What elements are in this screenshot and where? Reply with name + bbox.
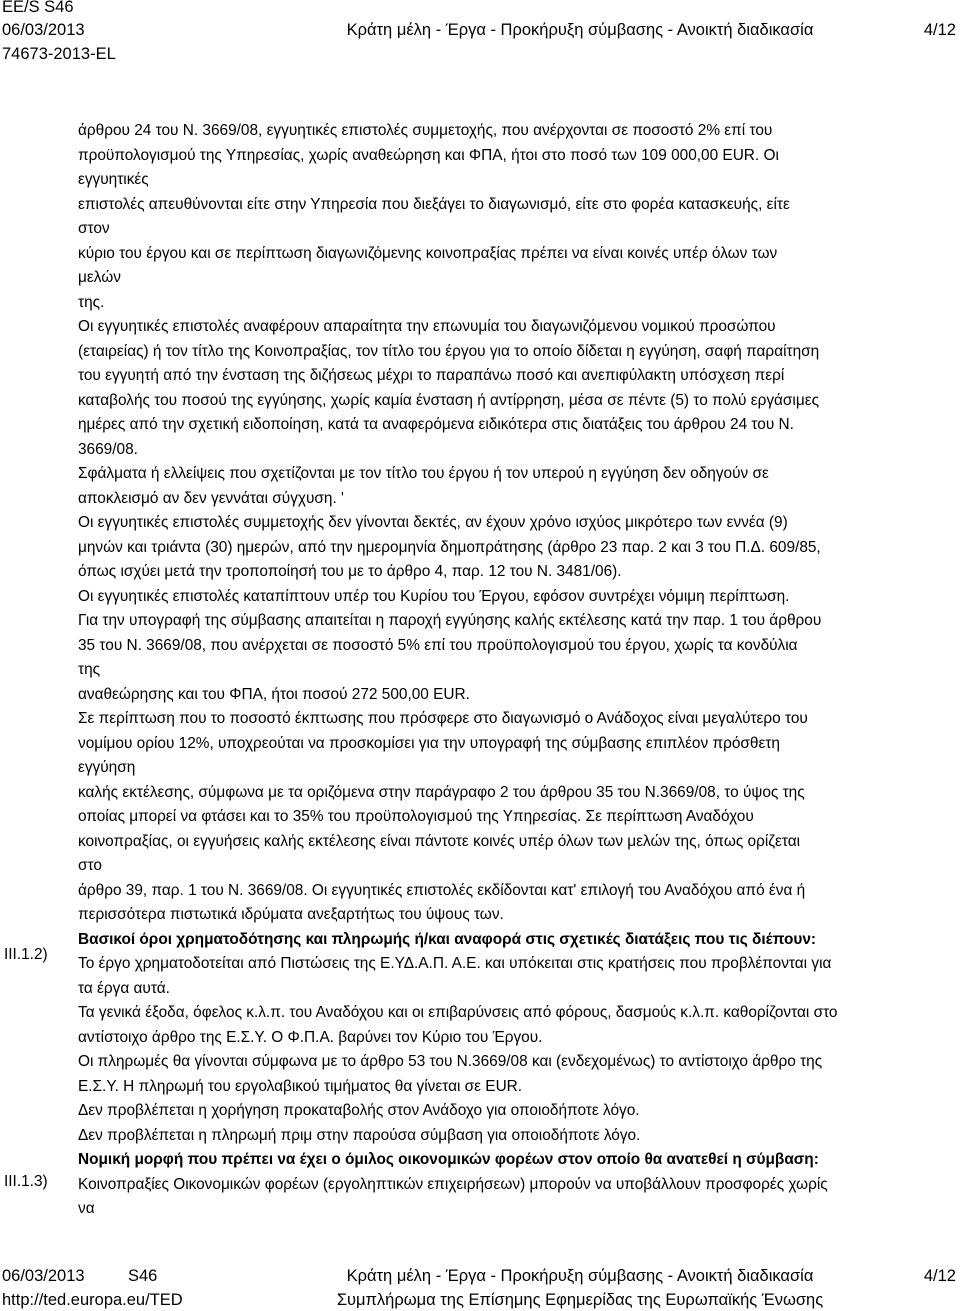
section-heading-financing: Βασικοί όροι χρηματοδότησης και πληρωμής ή/και αναφορά στις σχετικές διατάξεις που τις διέπουν:: [78, 930, 817, 948]
section-paragraph: Δεν προβλέπεται η πληρωμή πριμ στην παρούσα σύμβαση για οποιοδήποτε λόγο.: [78, 1126, 641, 1144]
footer-title: Κράτη μέλη - Έργα - Προκήρυξη σύμβασης - Ανοικτή διαδικασία: [346, 1267, 814, 1285]
document-body: [78, 119, 960, 1222]
section-paragraph: Οι πληρωμές θα γίνονται σύμφωνα με το άρθρο 53 του Ν.3669/08 και (ενδεχομένως) το αντίστοιχο άρθρο της Ε.Σ.Υ. Η πληρωμή του εργολαβικού τιμήματος θα γίνεται σε EUR.: [78, 1053, 823, 1095]
section-number-iii-1-2: III.1.2): [4, 946, 48, 963]
body-paragraph: Οι εγγυητικές επιστολές αναφέρουν απαραίτητα την επωνυμία του διαγωνιζόμενου νομικού προσώπου (εταιρείας) ή τον τίτλο της Κοινοπραξίας, τον τίτλο του έργου για το οποίο δίδεται η εγγύηση, σαφή παραίτηση του εγγυητή από την ένσταση της διζήσεως μέχρι το παραπάνω ποσό και ανεπιφύλακτη υπόσχεση περί καταβολής του ποσού της εγγύησης, χωρίς καμία ένσταση ή αντίρρηση, μέσα σε πέντε (5) το πολύ εργάσιμες ημέρες από την σχετική ειδοποίηση, κατά τα αναφερόμενα ειδικότερα στις διατάξεις του άρθρου 24 του Ν. 3669/08.: [78, 318, 820, 458]
footer-page-number: 4/12: [923, 1267, 956, 1285]
footer-url-link[interactable]: http://ted.europa.eu/TED: [2, 1291, 183, 1309]
section-paragraph: Το έργο χρηματοδοτείται από Πιστώσεις της Ε.ΥΔ.Α.Π. Α.Ε. και υπόκειται στις κρατήσεις που προβλέπονται για τα έργα αυτά.: [78, 955, 832, 997]
header-page-number: 4/12: [923, 21, 956, 39]
section-heading-legal-form: Νομική μορφή που πρέπει να έχει ο όμιλος οικονομικών φορέων στον οποίο θα ανατεθεί η σύμβαση:: [78, 1151, 819, 1168]
footer-series: S46: [128, 1267, 158, 1285]
section-paragraph: Τα γενικά έξοδα, όφελος κ.λ.π. του Αναδόχου και οι επιβαρύνσεις από φόρους, δασμούς κ.λ.π. καθορίζονται στο αντίστοιχο άρθρο της Ε.Σ.Υ. Ο Φ.Π.Α. βαρύνει τον Κύριο του Έργου.: [78, 1004, 838, 1046]
body-paragraph: Οι εγγυητικές επιστολές καταπίπτουν υπέρ του Κυρίου του Έργου, εφόσον συντρέχει νόμιμη περίπτωση.: [78, 587, 790, 605]
body-paragraph: Για την υπογραφή της σύμβασης απαιτείται η παροχή εγγύησης καλής εκτέλεσης κατά την παρ. 1 του άρθρου 35 του Ν. 3669/08, που ανέρχεται σε ποσοστό 5% επί του προϋπολογισμού του έργου, χωρίς τα κονδύλια της αναθεώρησης και του ΦΠΑ, ήτοι ποσού 272 500,00 EUR.: [78, 612, 822, 703]
header-doc-id: EE/S S46: [2, 0, 74, 16]
body-paragraph: Σφάλματα ή ελλείψεις που σχετίζονται με τον τίτλο του έργου ή τον υπερού η εγγύηση δεν οδηγούν σε αποκλεισμό αν δεν γεννάται σύγχυση. ': [78, 465, 769, 507]
section-number-iii-1-3: III.1.3): [4, 1173, 48, 1190]
header-reference: 74673-2013-EL: [2, 45, 116, 63]
header-date: 06/03/2013: [2, 21, 85, 39]
section-paragraph: Κοινοπραξίες Οικονομικών φορέων (εργοληπτικών επιχειρήσεων) μπορούν να υποβάλλουν προσφορές χωρίς να: [78, 1175, 828, 1217]
footer-subtitle: Συμπλήρωμα της Επίσημης Εφημερίδας της Ευρωπαϊκής Ένωσης: [336, 1291, 824, 1309]
header-title: Κράτη μέλη - Έργα - Προκήρυξη σύμβασης - Ανοικτή διαδικασία: [346, 21, 814, 39]
section-paragraph: Δεν προβλέπεται η χορήγηση προκαταβολής στον Ανάδοχο για οποιοδήποτε λόγο.: [78, 1102, 640, 1119]
body-paragraph: Οι εγγυητικές επιστολές συμμετοχής δεν γίνονται δεκτές, αν έχουν χρόνο ισχύος μικρότερο των εννέα (9) μηνών και τριάντα (30) ημερών, από την ημερομηνία δημοπράτησης (άρθρο 23 παρ. 2 και 3 του Π.Δ. 609/85, όπως ισχύει μετά την τροποποίησή του με το άρθρο 4, παρ. 12 του Ν. 3481/06).: [78, 514, 821, 580]
footer-date: 06/03/2013: [2, 1267, 85, 1285]
body-paragraph: Σε περίπτωση που το ποσοστό έκπτωσης που πρόσφερε στο διαγωνισμό ο Ανάδοχος είναι μεγαλύτερο του νομίμου ορίου 12%, υποχρεούται να προσκομίσει για την υπογραφή της σύμβασης επιπλέον πρόσθετη εγγύηση καλής εκτέλεσης, σύμφωνα με τα οριζόμενα στην παράγραφο 2 του άρθρου 35 του Ν.3669/08, το ύψος της οποίας μπορεί να φτάσει και το 35% του προϋπολογισμού της Υπηρεσίας. Σε περίπτωση Αναδόχου κοινοπραξίας, οι εγγυήσεις καλής εκτέλεσης είναι πάντοτε κοινές υπέρ όλων των μελών της, όπως ορίζεται στο άρθρο 39, παρ. 1 του Ν. 3669/08. Οι εγγυητικές επιστολές εκδίδονται κατ' επιλογή του Αναδόχου από ένα ή περισσότερα πιστωτικά ιδρύματα ανεξαρτήτως του ύψους των.: [78, 710, 808, 923]
body-paragraph: άρθρου 24 του Ν. 3669/08, εγγυητικές επιστολές συμμετοχής, που ανέρχονται σε ποσοστό 2% επί του προϋπολογισμού της Υπηρεσίας, χωρίς αναθεώρηση και ΦΠΑ, ήτοι στο ποσό των 109 000,00 EUR. Οι εγγυητικές επιστολές απευθύνονται είτε στην Υπηρεσία που διεξάγει το διαγωνισμό, είτε στο φορέα κατασκευής, είτε στον κύριο του έργου και σε περίπτωση διαγωνιζόμενης κοινοπραξίας πρέπει να είναι κοινές υπέρ όλων των μελών της.: [78, 122, 790, 311]
